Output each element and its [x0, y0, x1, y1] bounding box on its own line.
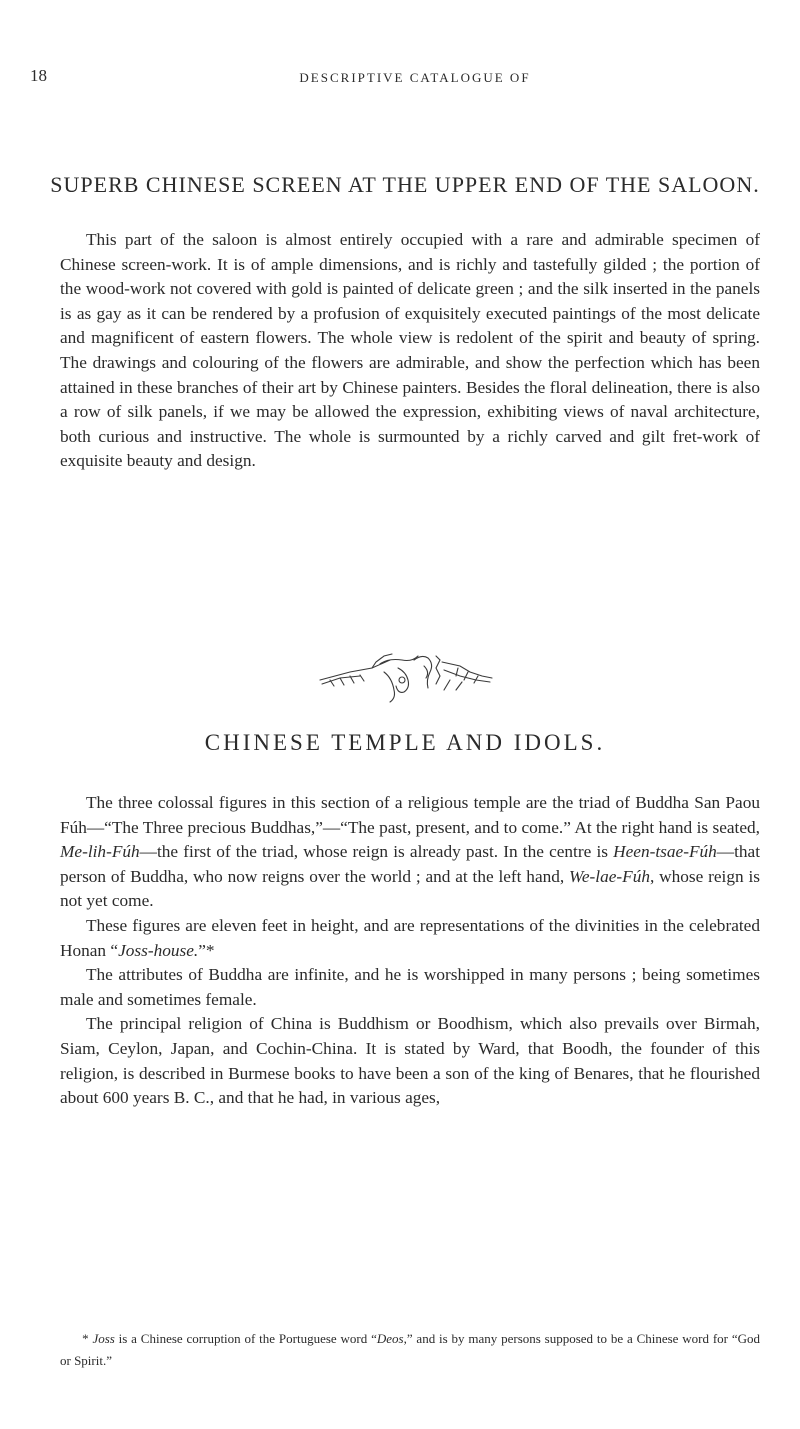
running-head: DESCRIPTIVE CATALOGUE OF [299, 70, 531, 85]
paragraph: This part of the saloon is almost entirely occupied with a rare and admirable specimen of Chinese screen-work. It is of ample dimensions, and is richly and tastefully gilded ; the portion of the wood-work not covered with gold is painted of delicate green ; and the silk inserted in the panels is as gay as it can be rendered by a profusion of exquisitely executed paintings of the most delicate and magnificent of eastern flowers. The whole view is redolent of the spirit and beauty of spring. The drawings and colouring of the flowers are admirable, and show the perfection which has been attained in these branches of their art by Chinese painters. Besides the floral delineation, there is also a row of silk panels, if we may be allowed the expression, exhibiting views of naval architecture, both curious and instructive. The whole is surmounted by a richly carved and gilt fret-work of exquisite beauty and design. [60, 230, 760, 471]
italic-term: Joss-house. [118, 940, 199, 960]
page-number: 18 [30, 66, 47, 85]
deity-name: Heen-tsae-Fúh [613, 842, 717, 862]
section-heading-temple: CHINESE TEMPLE AND IDOLS. [204, 730, 606, 755]
paragraph: These figures are eleven feet in height, and are representations of the divinities in the celebrated Honan “Joss-house.”* [60, 915, 760, 960]
paragraph: The three colossal figures in this section of a religious temple are the triad of Buddha San Paou Fúh—“The Three precious Buddhas,”—“The past, present, and to come.” At the right hand is seated, Me-lih-Fúh—the first of the triad, whose reign is already past. In the centre is Heen-tsae-Fúh—that person of Buddha, who now reigns over the world ; and at the left hand, We-lae-Fúh, whose reign is not yet come. [60, 793, 760, 911]
section-heading-screen: SUPERB CHINESE SCREEN AT THE UPPER END OF THE SALOON. [50, 172, 760, 197]
dragon-ornament-icon [310, 650, 500, 705]
italic-term: Joss [92, 1331, 115, 1346]
paragraph: The principal religion of China is Buddhism or Boodhism, which also prevails over Birmah, Siam, Ceylon, Japan, and Cochin-China. It is stated by Ward, that Boodh, the founder of this religion, is described in Burmese books to have been a son of the king of Benares, that he flourished about 600 years B. C., and that he had, in various ages, [60, 1014, 760, 1108]
deity-name: Me-lih-Fúh [60, 842, 140, 862]
paragraph: The attributes of Buddha are infinite, and he is worshipped in many persons ; being sometimes male and sometimes female. [60, 965, 760, 1009]
footnote-text: * Joss is a Chinese corruption of the Portuguese word “Deos,” and is by many persons supposed to be a Chinese word for “God or Spirit.” [60, 1331, 761, 1368]
section-temple-body [60, 791, 760, 1111]
italic-term: Deos [376, 1331, 404, 1346]
deity-name: We-lae-Fúh [569, 866, 650, 886]
footnote [60, 1328, 760, 1372]
section-screen-body [60, 228, 760, 474]
